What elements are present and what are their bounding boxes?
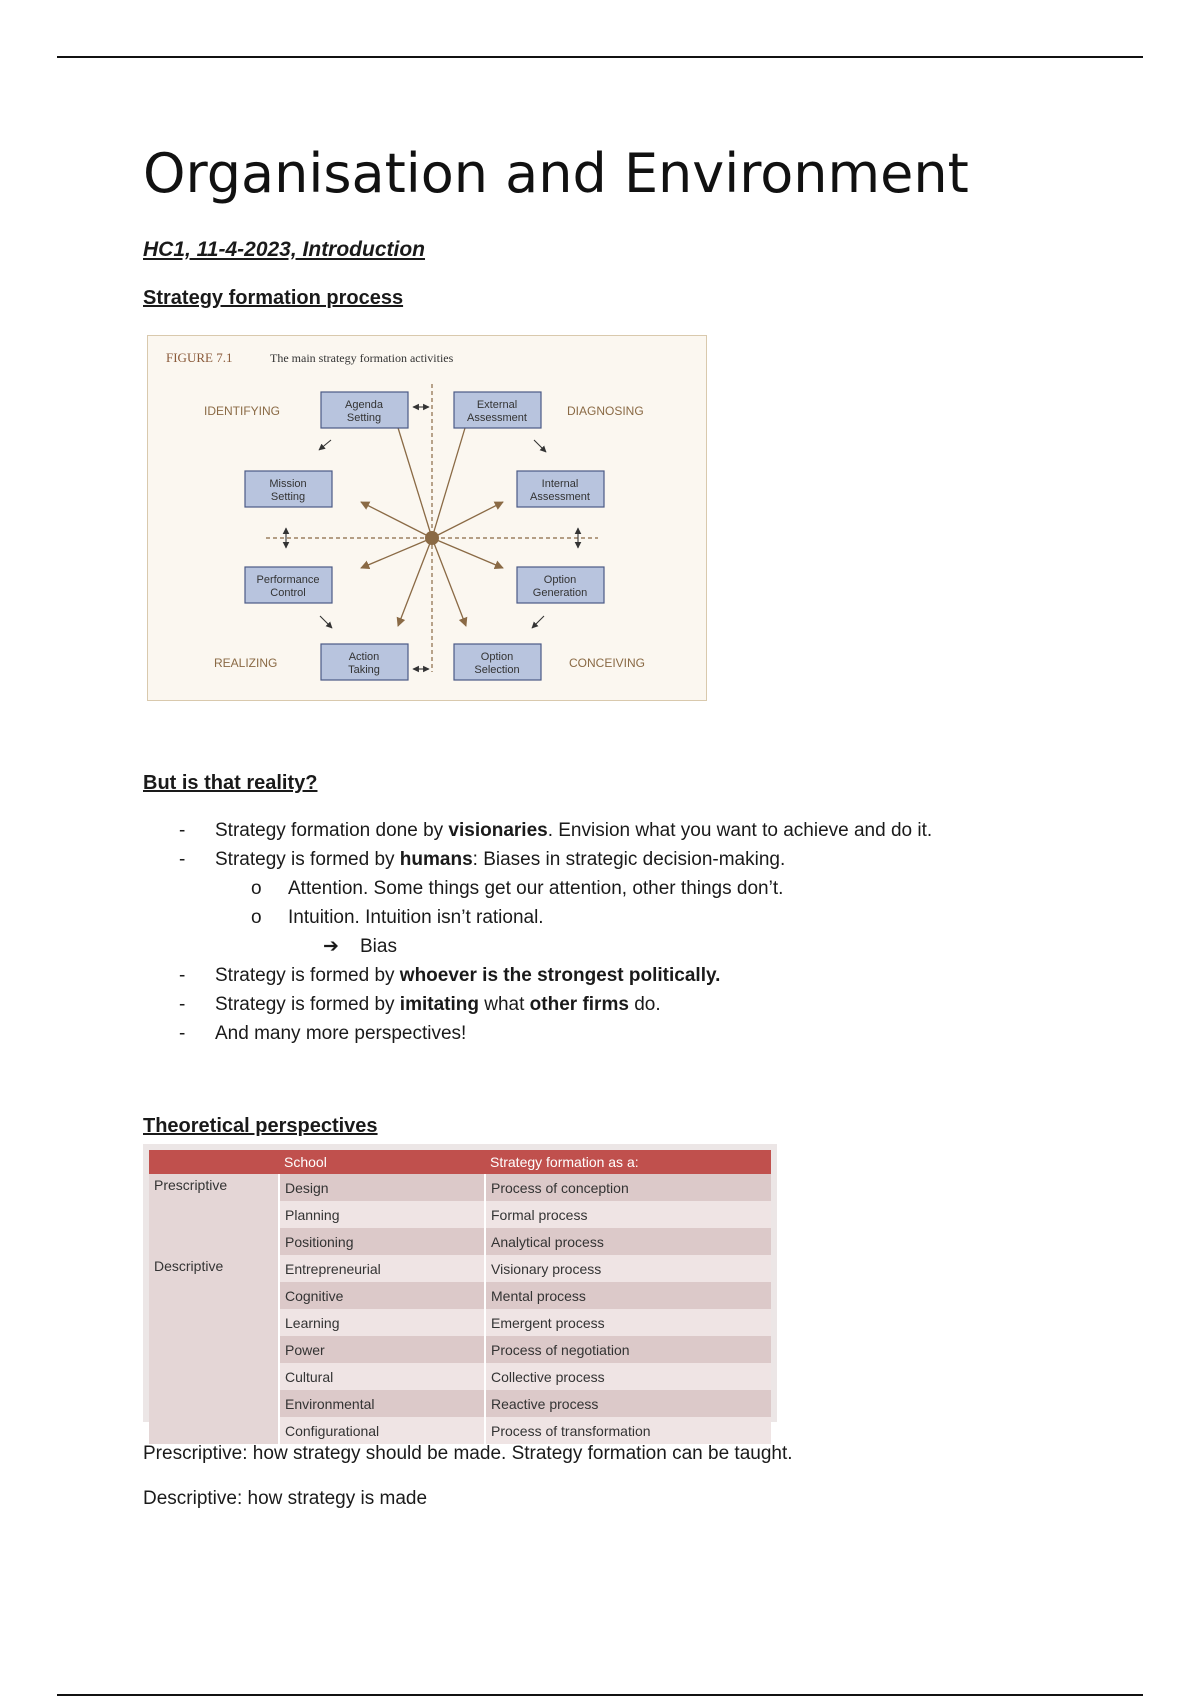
bullet-marker: o <box>251 878 262 899</box>
table-cell-school: Power <box>279 1336 485 1363</box>
header-strategy-formation: Strategy formation as a: <box>485 1150 771 1174</box>
text-run: . Envision what you want to achieve and do it. <box>547 820 933 841</box>
table-cell-category: Prescriptive <box>149 1174 279 1201</box>
emphasis-text: imitating <box>399 994 479 1015</box>
table-cell-formation: Process of conception <box>485 1174 771 1201</box>
header-blank <box>149 1150 279 1174</box>
bullet-marker: - <box>179 994 186 1015</box>
section-heading-strategy: Strategy formation process <box>143 287 404 309</box>
list-item <box>143 961 1043 990</box>
table-cell-formation: Formal process <box>485 1201 771 1228</box>
list-item-text <box>215 845 785 874</box>
bottom-rule <box>57 1694 1143 1696</box>
section-heading-reality: But is that reality? <box>143 772 318 794</box>
table-cell-category: Descriptive <box>149 1255 279 1282</box>
table-cell-formation: Mental process <box>485 1282 771 1309</box>
table-row <box>149 1174 771 1201</box>
box-mission-line1: Mission <box>269 478 307 490</box>
table-cell-category <box>149 1282 279 1309</box>
table-cell-school: Learning <box>279 1309 485 1336</box>
box-performance-line2: Control <box>270 587 306 599</box>
table-row <box>149 1417 771 1444</box>
text-run: Bias <box>360 936 397 957</box>
table-row <box>149 1228 771 1255</box>
box-external-line1: External <box>476 399 518 411</box>
table-cell-school: Cognitive <box>279 1282 485 1309</box>
box-option-gen-line1: Option <box>543 574 577 586</box>
text-run: Intuition. Intuition isn’t rational. <box>288 907 544 928</box>
text-run: And many more perspectives! <box>215 1023 467 1044</box>
box-external-line2: Assessment <box>467 412 527 424</box>
table-cell-school: Environmental <box>279 1390 485 1417</box>
bullet-list <box>143 816 1043 1048</box>
table-cell-formation: Emergent process <box>485 1309 771 1336</box>
bullet-marker: - <box>179 965 186 986</box>
text-run: Strategy is formed by <box>215 994 400 1015</box>
table-cell-school: Entrepreneurial <box>279 1255 485 1282</box>
box-option-sel-line1: Option <box>480 651 514 663</box>
text-run: Strategy formation done by <box>215 820 449 841</box>
top-rule <box>57 56 1143 58</box>
emphasis-text: other firms <box>529 994 629 1015</box>
box-option-gen-line2: Generation <box>532 587 588 599</box>
box-action-line2: Taking <box>348 664 380 676</box>
list-item <box>143 903 1043 932</box>
list-item-text <box>360 932 397 961</box>
table-row <box>149 1255 771 1282</box>
table-cell-category <box>149 1336 279 1363</box>
box-performance-line1: Performance <box>256 574 320 586</box>
table-cell-school: Planning <box>279 1201 485 1228</box>
quadrant-diagnosing: DIAGNOSING <box>567 404 644 418</box>
list-item <box>143 816 1043 845</box>
table-cell-school: Design <box>279 1174 485 1201</box>
table-header-row <box>149 1150 771 1174</box>
bullet-marker: - <box>179 849 186 870</box>
box-option-sel-line2: Selection <box>474 664 520 676</box>
emphasis-text: whoever is the strongest politically. <box>399 965 721 986</box>
box-action-line1: Action <box>348 651 380 663</box>
text-run: Strategy is formed by <box>215 849 400 870</box>
text-run: Attention. Some things get our attention, other things don’t. <box>288 878 784 899</box>
figure-caption-text: The main strategy formation activities <box>270 351 454 365</box>
list-item <box>143 1019 1043 1048</box>
bullet-marker: - <box>179 820 186 841</box>
perspectives-table <box>143 1144 777 1439</box>
header-school: School <box>279 1150 485 1174</box>
quadrant-realizing: REALIZING <box>214 656 278 670</box>
page-title: Organisation and Environment <box>143 142 969 205</box>
quadrant-conceiving: CONCEIVING <box>569 656 646 670</box>
text-run: Strategy is formed by <box>215 965 400 986</box>
table-cell-category <box>149 1363 279 1390</box>
table-row <box>149 1390 771 1417</box>
bullet-marker: - <box>179 1023 186 1044</box>
table-cell-formation: Visionary process <box>485 1255 771 1282</box>
strategy-formation-figure <box>147 335 707 701</box>
figure-caption-label: FIGURE 7.1 <box>166 350 233 365</box>
table-cell-school: Cultural <box>279 1363 485 1390</box>
text-run: do. <box>628 994 661 1015</box>
box-agenda-line1: Agenda <box>345 399 383 411</box>
box-agenda-line2: Setting <box>346 412 382 424</box>
table-cell-school: Configurational <box>279 1417 485 1444</box>
table-cell-formation: Process of negotiation <box>485 1336 771 1363</box>
table-row <box>149 1336 771 1363</box>
table-cell-school: Positioning <box>279 1228 485 1255</box>
box-internal-line1: Internal <box>541 478 579 490</box>
list-item <box>143 874 1043 903</box>
list-item-text <box>288 874 783 903</box>
table-row <box>149 1282 771 1309</box>
text-run: what <box>478 994 530 1015</box>
emphasis-text: visionaries <box>448 820 548 841</box>
table-cell-formation: Analytical process <box>485 1228 771 1255</box>
list-item-text <box>288 903 544 932</box>
list-item-text <box>215 990 661 1019</box>
list-item-text <box>215 961 720 990</box>
table-cell-formation: Reactive process <box>485 1390 771 1417</box>
table-cell-formation: Collective process <box>485 1363 771 1390</box>
table-cell-formation: Process of transformation <box>485 1417 771 1444</box>
emphasis-text: humans <box>399 849 473 870</box>
lecture-heading: HC1, 11-4-2023, Introduction <box>143 238 426 261</box>
list-item-text <box>215 1019 466 1048</box>
list-item-text <box>215 816 932 845</box>
table-cell-category <box>149 1417 279 1444</box>
box-mission-line2: Setting <box>270 491 306 503</box>
table-cell-category <box>149 1201 279 1228</box>
bullet-marker: ➔ <box>323 936 339 957</box>
paragraph-descriptive: Descriptive: how strategy is made <box>143 1488 428 1509</box>
quadrant-identifying: IDENTIFYING <box>204 404 281 418</box>
text-run: : Biases in strategic decision-making. <box>472 849 786 870</box>
table-row <box>149 1309 771 1336</box>
table-cell-category <box>149 1390 279 1417</box>
table-cell-category <box>149 1228 279 1255</box>
paragraph-prescriptive: Prescriptive: how strategy should be made. Strategy formation can be taught. <box>143 1443 793 1464</box>
table-row <box>149 1363 771 1390</box>
list-item <box>143 990 1043 1019</box>
section-heading-theory: Theoretical perspectives <box>143 1115 378 1137</box>
table-cell-category <box>149 1309 279 1336</box>
table-row <box>149 1201 771 1228</box>
box-internal-line2: Assessment <box>530 491 590 503</box>
bullet-marker: o <box>251 907 262 928</box>
list-item <box>143 845 1043 874</box>
list-item <box>143 932 1043 961</box>
